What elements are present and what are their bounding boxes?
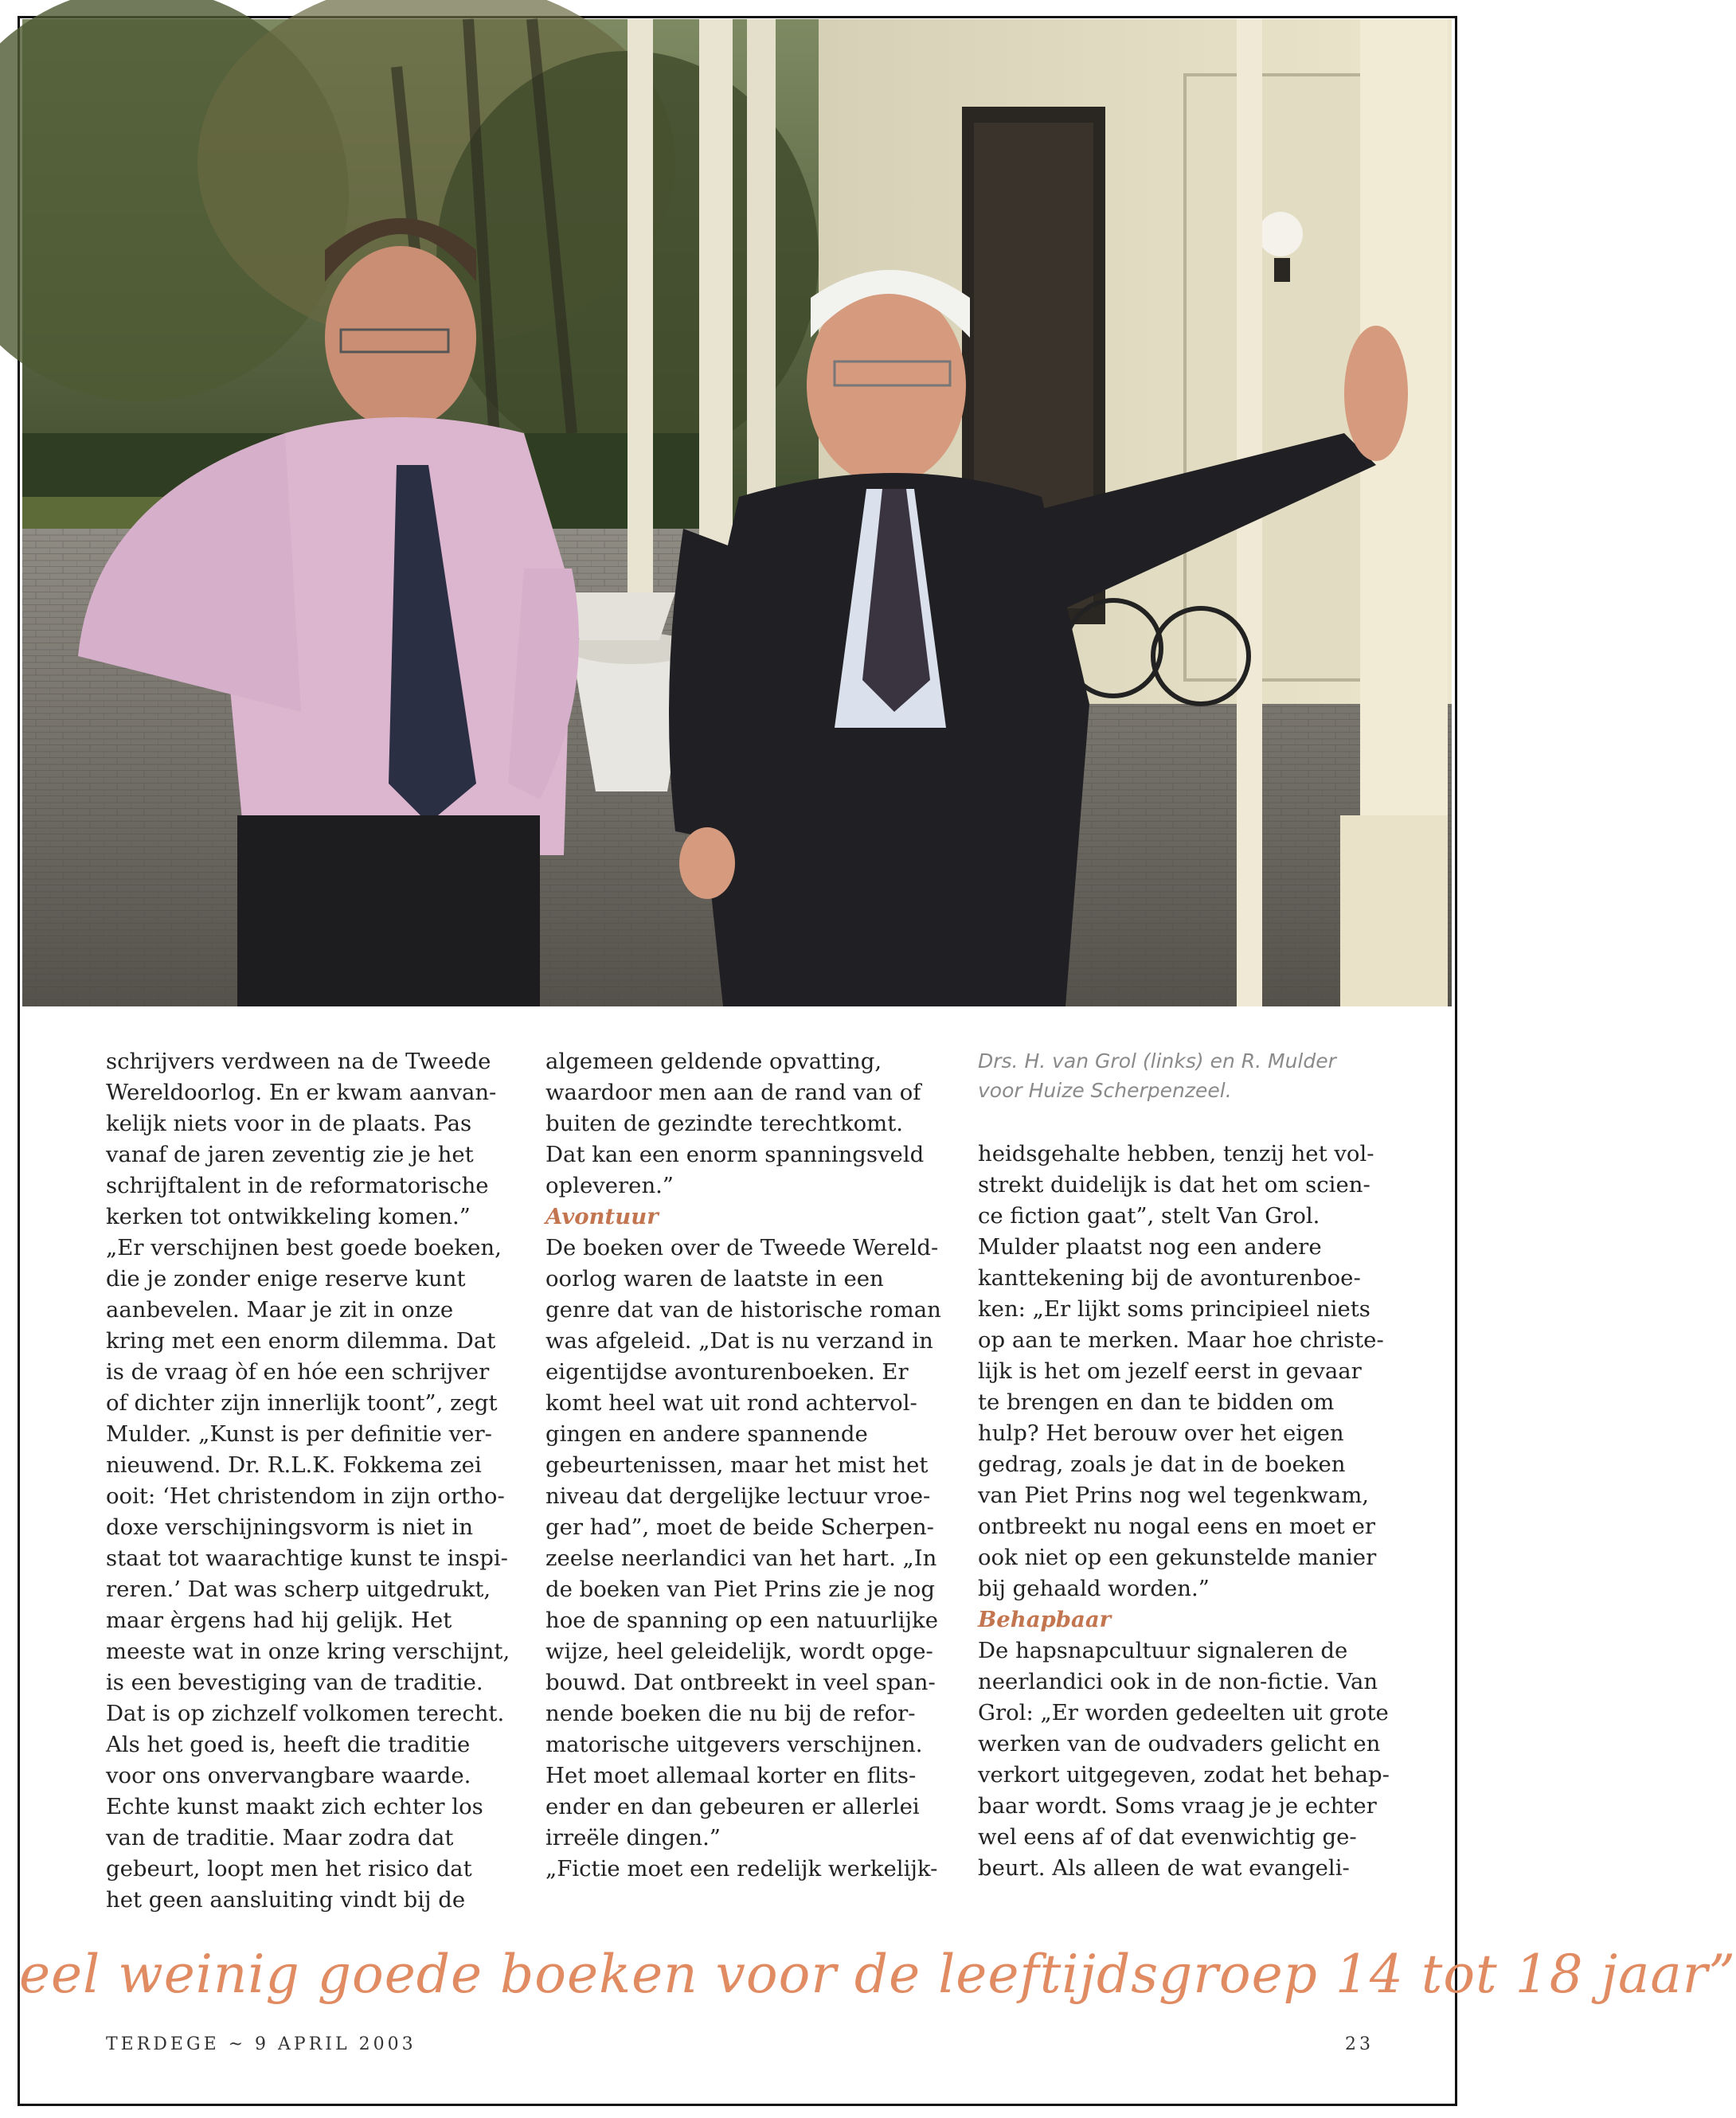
body-text-line: ender en dan gebeuren er allerlei <box>545 1794 920 1819</box>
body-text-line: hoe de spanning op een natuurlijke <box>545 1608 938 1633</box>
body-text-line: buiten de gezindte terechtkomt. <box>545 1111 904 1136</box>
body-text-line: was afgeleid. „Dat is nu verzand in <box>545 1328 933 1354</box>
body-text-line: waardoor men aan de rand van of <box>545 1080 921 1105</box>
body-text-line: is een bevestiging van de traditie. <box>106 1670 483 1695</box>
body-text-line: wel eens af of dat evenwichtig ge- <box>978 1824 1357 1850</box>
body-text-line: Mulder. „Kunst is per definitie ver- <box>106 1421 492 1447</box>
body-text-line: lijk is het om jezelf eerst in gevaar <box>978 1358 1362 1384</box>
body-text-line: schrijvers verdween na de Tweede <box>106 1049 491 1074</box>
article-photo <box>22 19 1452 1006</box>
body-text-line: bouwd. Dat ontbreekt in veel span- <box>545 1670 936 1695</box>
photo-caption-line: Drs. H. van Grol (links) en R. Mulder <box>978 1049 1336 1073</box>
pull-quote: eel weinig goede boeken voor de leeftijdsgroep 14 tot 18 jaar” <box>19 1944 1736 2005</box>
body-text-line: vanaf de jaren zeventig zie je het <box>106 1142 474 1167</box>
body-text-line: aanbevelen. Maar je zit in onze <box>106 1297 454 1323</box>
body-text-line: „Fictie moet een redelijk werkelijk- <box>545 1856 938 1882</box>
body-text-line: Dat kan een enorm spanningsveld <box>545 1142 925 1167</box>
body-text-line: ce fiction gaat”, stelt Van Grol. <box>978 1203 1320 1229</box>
body-text-line: is de vraag òf en hóe een schrijver <box>106 1359 490 1385</box>
body-text-line: op aan te merken. Maar hoe christe- <box>978 1327 1384 1353</box>
body-text-line: nende boeken die nu bij de refor- <box>545 1701 916 1726</box>
footer-page-number: 23 <box>1345 2034 1374 2054</box>
body-text-line: kanttekening bij de avonturenboe- <box>978 1265 1361 1291</box>
body-text-line: Echte kunst maakt zich echter los <box>106 1794 483 1819</box>
body-text-line: kerken tot ontwikkeling komen.” <box>106 1204 471 1229</box>
body-text-line: ontbreekt nu nogal eens en moet er <box>978 1514 1376 1539</box>
body-text-line: beurt. Als alleen de wat evangeli- <box>978 1855 1350 1881</box>
body-text-line: staat tot waarachtige kunst te inspi- <box>106 1546 508 1571</box>
body-text-line: ken: „Er lijkt soms principieel niets <box>978 1296 1370 1322</box>
footer-magazine-date: TERDEGE ~ 9 APRIL 2003 <box>106 2034 416 2054</box>
body-text-line: van de traditie. Maar zodra dat <box>106 1825 454 1850</box>
body-text-line: Wereldoorlog. En er kwam aanvan- <box>106 1080 497 1105</box>
body-text-line: Grol: „Er worden gedeelten uit grote <box>978 1700 1389 1725</box>
subheading-avontuur: Avontuur <box>545 1204 659 1229</box>
body-text-line: niveau dat dergelijke lectuur vroe- <box>545 1483 931 1509</box>
body-text-line: opleveren.” <box>545 1173 674 1198</box>
body-text-line: algemeen geldende opvatting, <box>545 1049 882 1074</box>
body-text-line: heidsgehalte hebben, tenzij het vol- <box>978 1141 1374 1166</box>
body-text-line: Het moet allemaal korter en flits- <box>545 1763 917 1788</box>
body-text-line: Dat is op zichzelf volkomen terecht. <box>106 1701 505 1726</box>
body-text-line: de boeken van Piet Prins zie je nog <box>545 1577 935 1602</box>
body-text-line: gedrag, zoals je dat in de boeken <box>978 1452 1346 1477</box>
body-text-line: Als het goed is, heeft die traditie <box>106 1732 471 1757</box>
body-text-line: het geen aansluiting vindt bij de <box>106 1887 466 1913</box>
body-text-line: te brengen en dan te bidden om <box>978 1389 1335 1415</box>
body-text-line: „Er verschijnen best goede boeken, <box>106 1235 502 1260</box>
photo-caption-line: voor Huize Scherpenzeel. <box>978 1079 1232 1102</box>
body-text-line: oorlog waren de laatste in een <box>545 1266 884 1292</box>
body-text-line: wijze, heel geleidelijk, wordt opge- <box>545 1639 933 1664</box>
body-text-line: ger had”, moet de beide Scherpen- <box>545 1514 934 1540</box>
body-text-line: baar wordt. Soms vraag je je echter <box>978 1793 1377 1819</box>
article-column-2 <box>545 1046 944 1885</box>
body-text-line: van Piet Prins nog wel tegenkwam, <box>978 1483 1370 1508</box>
body-text-line: bij gehaald worden.” <box>978 1576 1210 1601</box>
body-text-line: komt heel wat uit rond achtervol- <box>545 1390 917 1416</box>
body-text-line: die je zonder enige reserve kunt <box>106 1266 466 1292</box>
body-text-line: of dichter zijn innerlijk toont”, zegt <box>106 1390 498 1416</box>
body-text-line: gingen en andere spannende <box>545 1421 868 1447</box>
body-text-line: zeelse neerlandici van het hart. „In <box>545 1546 937 1571</box>
body-text-line: Mulder plaatst nog een andere <box>978 1234 1322 1260</box>
article-column-3 <box>978 1046 1392 1884</box>
photo-illustration <box>22 19 1452 1006</box>
body-text-line: werken van de oudvaders gelicht en <box>978 1731 1381 1757</box>
body-text-line: kelijk niets voor in de plaats. Pas <box>106 1111 472 1136</box>
body-text-line: meeste wat in onze kring verschijnt, <box>106 1639 510 1664</box>
body-text-line: voor ons onvervangbare waarde. <box>106 1763 471 1788</box>
body-text-line: De boeken over de Tweede Wereld- <box>545 1235 939 1260</box>
body-text-line: matorische uitgevers verschijnen. <box>545 1732 923 1757</box>
body-text-line: strekt duidelijk is dat het om scien- <box>978 1172 1370 1198</box>
body-text-line: hulp? Het berouw over het eigen <box>978 1420 1344 1446</box>
body-text-line: nieuwend. Dr. R.L.K. Fokkema zei <box>106 1452 482 1478</box>
body-text-line: De hapsnapcultuur signaleren de <box>978 1638 1348 1663</box>
body-text-line: eigentijdse avonturenboeken. Er <box>545 1359 909 1385</box>
article-column-1 <box>106 1046 510 1916</box>
body-text-line: neerlandici ook in de non-fictie. Van <box>978 1669 1378 1694</box>
subheading-behapbaar: Behapbaar <box>978 1607 1112 1632</box>
body-text-line: schrijftalent in de reformatorische <box>106 1173 489 1198</box>
body-text-line: maar èrgens had hij gelijk. Het <box>106 1608 452 1633</box>
body-text-line: kring met een enorm dilemma. Dat <box>106 1328 496 1354</box>
body-text-line: genre dat van de historische roman <box>545 1297 941 1323</box>
body-text-line: ooit: ‘Het christendom in zijn ortho- <box>106 1483 505 1509</box>
body-text-line: doxe verschijningsvorm is niet in <box>106 1514 473 1540</box>
body-text-line: gebeurt, loopt men het risico dat <box>106 1856 472 1882</box>
caption-spacer <box>978 1105 1392 1139</box>
body-text-line: gebeurtenissen, maar het mist het <box>545 1452 929 1478</box>
body-text-line: reren.’ Dat was scherp uitgedrukt, <box>106 1577 491 1602</box>
body-text-line: irreële dingen.” <box>545 1825 721 1850</box>
body-text-line: ook niet op een gekunstelde manier <box>978 1545 1377 1570</box>
body-text-line: verkort uitgegeven, zodat het behap- <box>978 1762 1390 1788</box>
